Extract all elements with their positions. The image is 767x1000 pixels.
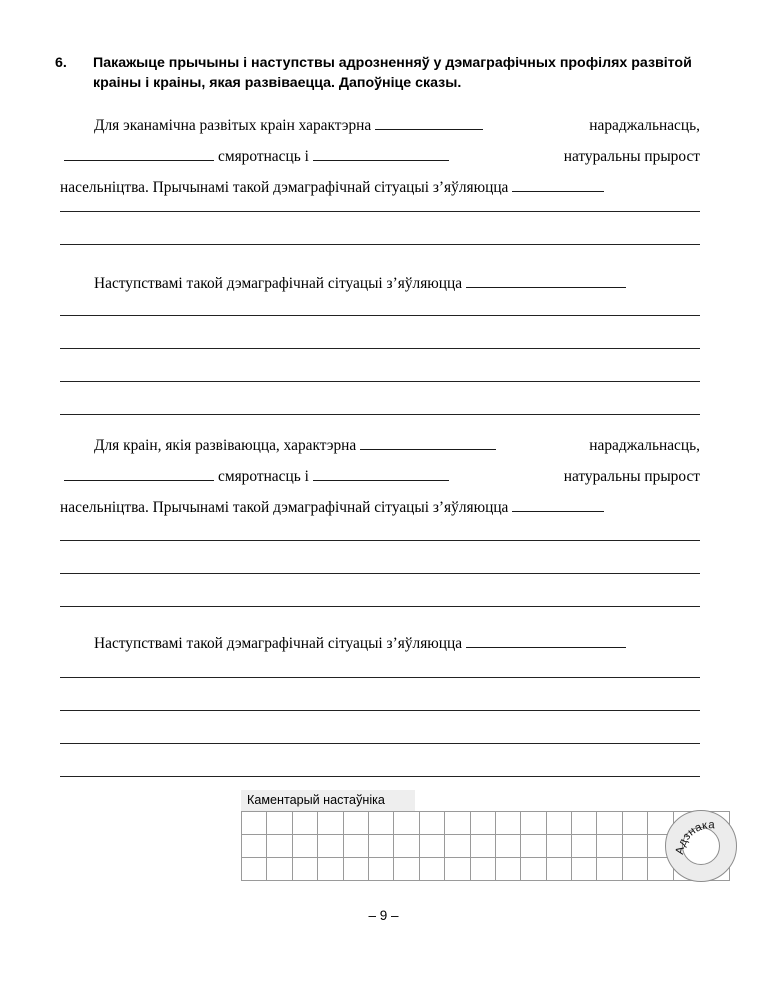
grid-cell[interactable] (597, 835, 622, 858)
mark-stamp-label-text: Адзнака (673, 819, 715, 856)
grid-cell[interactable] (495, 812, 520, 835)
grid-row (242, 858, 730, 881)
grid-cell[interactable] (572, 858, 597, 881)
teacher-comment-section (241, 790, 730, 881)
task-heading (55, 54, 715, 93)
grid-cell[interactable] (622, 858, 647, 881)
grid-cell[interactable] (343, 835, 368, 858)
grid-cell[interactable] (597, 858, 622, 881)
grid-cell[interactable] (368, 835, 393, 858)
grid-row (242, 812, 730, 835)
grid-cell[interactable] (292, 812, 317, 835)
answer-line[interactable] (60, 776, 700, 777)
grid-cell[interactable] (394, 835, 419, 858)
grid-body (242, 812, 730, 881)
grid-cell[interactable] (343, 812, 368, 835)
paragraph-text: Для краін, якія развіваюцца, характэрна (60, 430, 500, 461)
answer-line[interactable] (60, 606, 700, 607)
grid-cell[interactable] (394, 812, 419, 835)
paragraph-developing-causes (60, 430, 700, 523)
answer-line[interactable] (60, 414, 700, 415)
task-number: 6. (55, 55, 67, 71)
paragraph-developed-effects (60, 268, 700, 299)
mark-stamp-cell[interactable] (673, 812, 729, 881)
grid-cell[interactable] (495, 835, 520, 858)
fill-in-blank[interactable] (64, 148, 214, 161)
paragraph-text: Наступствамі такой дэмаграфічнай сітуацыі з’яўляюцца (94, 275, 463, 292)
grid-cell[interactable] (242, 858, 267, 881)
page-number: – 9 – (368, 908, 399, 923)
grid-cell[interactable] (343, 858, 368, 881)
grid-cell[interactable] (572, 812, 597, 835)
paragraph-text: Наступствамі такой дэмаграфічнай сітуацыі з’яўляюцца (94, 635, 463, 652)
grid-cell[interactable] (572, 835, 597, 858)
grid-cell[interactable] (521, 858, 546, 881)
answer-line[interactable] (60, 381, 700, 382)
paragraph-line (60, 172, 700, 203)
grid-cell[interactable] (495, 858, 520, 881)
grid-cell[interactable] (445, 812, 470, 835)
grid-cell[interactable] (368, 858, 393, 881)
answer-line[interactable] (60, 244, 700, 245)
grid-cell[interactable] (445, 858, 470, 881)
fill-in-blank[interactable] (313, 468, 449, 481)
answer-line[interactable] (60, 677, 700, 678)
grid-cell[interactable] (292, 858, 317, 881)
fill-in-blank[interactable] (466, 635, 626, 648)
task-prompt-line-1: Пакажыце прычыны і наступствы адрозненняў у дэмаграфічных профілях (93, 55, 628, 71)
grid-cell[interactable] (394, 858, 419, 881)
fill-in-blank[interactable] (466, 275, 626, 288)
paragraph-text: натуральны прырост (563, 148, 700, 165)
answer-line[interactable] (60, 743, 700, 744)
mark-stamp-svg (674, 812, 746, 884)
grid-cell[interactable] (318, 812, 343, 835)
answer-line[interactable] (60, 348, 700, 349)
paragraph-line (60, 110, 700, 141)
grid-cell[interactable] (368, 812, 393, 835)
paragraph-developed-causes (60, 110, 700, 203)
paragraph-line (60, 628, 700, 659)
task-prompt (93, 54, 715, 93)
grid-cell[interactable] (521, 835, 546, 858)
mark-stamp-label (674, 819, 716, 855)
paragraph-text: смяротнасць і (60, 461, 453, 492)
grid-cell[interactable] (546, 835, 571, 858)
paragraph-line (60, 461, 700, 492)
grid-cell[interactable] (318, 835, 343, 858)
grid-cell[interactable] (267, 858, 292, 881)
answer-line[interactable] (60, 540, 700, 541)
paragraph-text: Для эканамічна развітых краін характэрна (60, 110, 487, 141)
fill-in-blank[interactable] (313, 148, 449, 161)
fill-in-blank[interactable] (512, 499, 604, 512)
grid-cell[interactable] (521, 812, 546, 835)
answer-line[interactable] (60, 710, 700, 711)
grid-cell[interactable] (292, 835, 317, 858)
answer-line[interactable] (60, 211, 700, 212)
grid-cell[interactable] (242, 812, 267, 835)
fill-in-blank[interactable] (512, 179, 604, 192)
grid-cell[interactable] (267, 835, 292, 858)
paragraph-text: нараджальнасць, (589, 437, 700, 454)
fill-in-blank[interactable] (360, 437, 496, 450)
grid-cell[interactable] (622, 835, 647, 858)
fill-in-blank[interactable] (64, 468, 214, 481)
grid-cell[interactable] (445, 835, 470, 858)
grid-cell[interactable] (419, 858, 444, 881)
grid-cell[interactable] (546, 858, 571, 881)
grid-row (242, 835, 730, 858)
paragraph-developing-effects (60, 628, 700, 659)
grid-cell[interactable] (470, 812, 495, 835)
answer-line[interactable] (60, 573, 700, 574)
grid-cell[interactable] (318, 858, 343, 881)
paragraph-text: смяротнасць і (60, 141, 453, 172)
paragraph-text: насельніцтва. Прычынамі такой дэмаграфічнай сітуацыі з’яўляюцца (60, 499, 509, 516)
teacher-comment-grid[interactable] (241, 811, 730, 881)
grid-cell[interactable] (597, 812, 622, 835)
grid-cell[interactable] (470, 835, 495, 858)
teacher-comment-label: Каментарый настаўніка (241, 790, 415, 811)
paragraph-line (60, 492, 700, 523)
mark-stamp-label-wrap (674, 812, 746, 884)
fill-in-blank[interactable] (375, 117, 483, 130)
grid-cell[interactable] (267, 812, 292, 835)
grid-cell[interactable] (419, 835, 444, 858)
grid-cell[interactable] (622, 812, 647, 835)
grid-cell[interactable] (419, 812, 444, 835)
paragraph-text: натуральны прырост (563, 468, 700, 485)
grid-cell[interactable] (546, 812, 571, 835)
paragraph-text: нараджальнасць, (589, 117, 700, 134)
grid-cell[interactable] (242, 835, 267, 858)
paragraph-line (60, 268, 700, 299)
grid-cell[interactable] (470, 858, 495, 881)
paragraph-line (60, 141, 700, 172)
answer-line[interactable] (60, 315, 700, 316)
paragraph-line (60, 430, 700, 461)
paragraph-text: насельніцтва. Прычынамі такой дэмаграфічнай сітуацыі з’яўляюцца (60, 179, 509, 196)
task-prompt-line-2: развітой краіны і краіны, якая развіваецца. Дапоўніце сказы. (93, 55, 692, 91)
